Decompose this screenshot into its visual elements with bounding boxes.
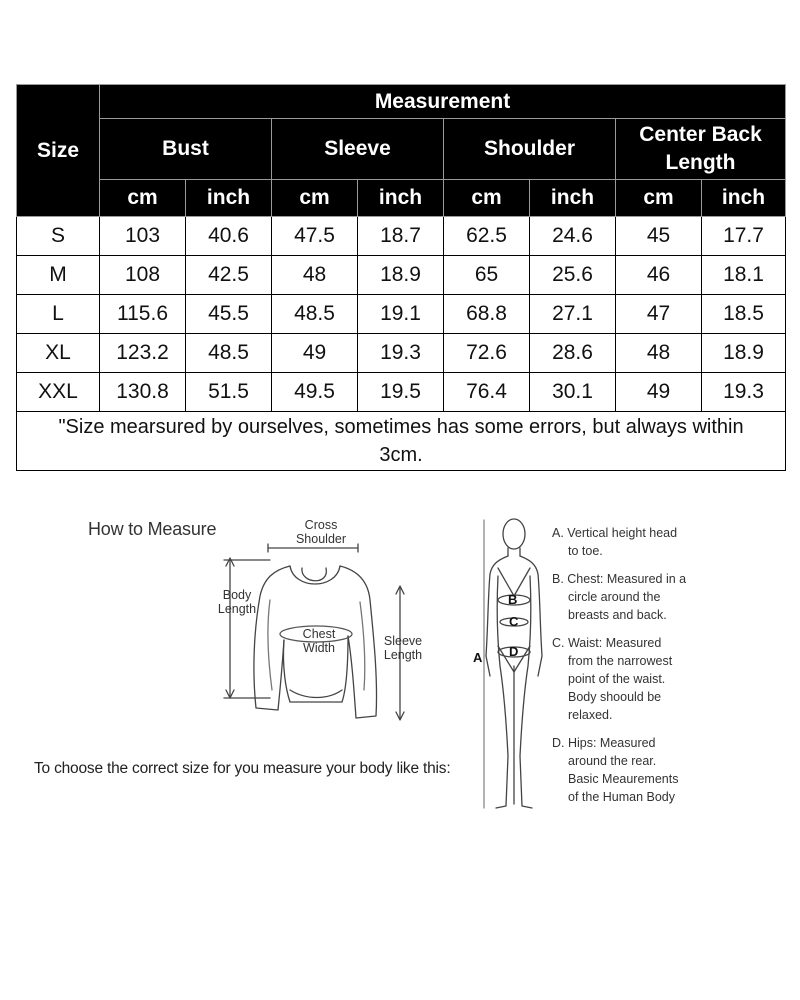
note-line: from the narrowest [568,654,673,668]
unit-header: cm [272,180,358,217]
value-cell: 103 [100,217,186,256]
body-length-label: Body [222,588,252,602]
value-cell: 48.5 [186,334,272,373]
note-d [552,734,792,806]
value-cell: 49.5 [272,373,358,412]
size-cell: XL [17,334,100,373]
shoulder-header: Shoulder [444,119,616,180]
value-cell: 47 [616,295,702,334]
value-cell: 76.4 [444,373,530,412]
value-cell: 28.6 [530,334,616,373]
sleeve-length-label: Length [383,648,423,662]
table-row [17,373,786,412]
note-line: B. Chest: Measured in a [552,572,687,586]
note-line: relaxed. [568,708,613,722]
chest-width-label: Width [303,641,335,655]
value-cell: 45 [616,217,702,256]
size-header: Size [17,85,100,217]
size-cell: M [17,256,100,295]
value-cell: 19.3 [358,334,444,373]
note-line: A. Vertical height head [552,526,678,540]
value-cell: 42.5 [186,256,272,295]
value-cell: 18.7 [358,217,444,256]
note-line: breasts and back. [568,608,667,622]
value-cell: 115.6 [100,295,186,334]
value-cell: 68.8 [444,295,530,334]
value-cell: 18.9 [702,334,786,373]
note-line: of the Human Body [568,790,676,804]
value-cell: 40.6 [186,217,272,256]
value-cell: 49 [272,334,358,373]
note-line: Body shoould be [568,690,662,704]
body-measurement-notes [552,524,792,816]
unit-header: cm [444,180,530,217]
sleeve-length-label: Sleeve [383,634,423,648]
letter-c: C [509,614,519,629]
note-a [552,524,792,560]
body-figure-diagram [470,516,550,816]
value-cell: 47.5 [272,217,358,256]
letter-d: D [509,644,519,659]
note-b [552,570,792,624]
sleeve-header: Sleeve [272,119,444,180]
table-row [17,295,786,334]
cross-shoulder-label: Shoulder [295,532,347,546]
value-cell: 62.5 [444,217,530,256]
size-cell: XXL [17,373,100,412]
note-line: D. Hips: Measured [552,736,656,750]
table-row [17,256,786,295]
size-cell: L [17,295,100,334]
value-cell: 18.5 [702,295,786,334]
value-cell: 18.1 [702,256,786,295]
value-cell: 19.3 [702,373,786,412]
value-cell: 24.6 [530,217,616,256]
value-cell: 48 [616,334,702,373]
value-cell: 18.9 [358,256,444,295]
chest-width-label: Chest [302,627,336,641]
size-cell: S [17,217,100,256]
value-cell: 51.5 [186,373,272,412]
value-cell: 25.6 [530,256,616,295]
body-length-label: Length [217,602,257,616]
value-cell: 45.5 [186,295,272,334]
note-line: C. Waist: Measured [552,636,662,650]
note-line: Basic Meaurements [568,772,679,786]
measurement-note: "Size mearsured by ourselves, sometimes has some errors, but always within 3cm. [17,412,786,471]
value-cell: 123.2 [100,334,186,373]
note-line: to toe. [568,544,603,558]
value-cell: 72.6 [444,334,530,373]
value-cell: 48 [272,256,358,295]
unit-header: inch [530,180,616,217]
value-cell: 49 [616,373,702,412]
center-back-length-header: Center Back Length [616,119,786,180]
value-cell: 130.8 [100,373,186,412]
note-line: around the rear. [568,754,657,768]
value-cell: 19.1 [358,295,444,334]
unit-header: inch [358,180,444,217]
value-cell: 108 [100,256,186,295]
value-cell: 48.5 [272,295,358,334]
value-cell: 46 [616,256,702,295]
table-note-row [17,412,786,471]
size-chart-table [16,84,786,471]
note-line: circle around the [568,590,661,604]
note-c [552,634,792,724]
letter-a: A [473,650,483,665]
unit-header: inch [186,180,272,217]
how-to-measure-title: How to Measure [88,519,217,539]
note-line: point of the waist. [568,672,666,686]
cross-shoulder-label: Cross [304,518,338,532]
unit-header: cm [100,180,186,217]
table-row [17,217,786,256]
value-cell: 17.7 [702,217,786,256]
table-row [17,334,786,373]
measure-instruction: To choose the correct size for you measure your body like this: [34,760,451,777]
value-cell: 19.5 [358,373,444,412]
value-cell: 30.1 [530,373,616,412]
bust-header: Bust [100,119,272,180]
value-cell: 65 [444,256,530,295]
unit-header: inch [702,180,786,217]
value-cell: 27.1 [530,295,616,334]
letter-b: B [508,592,518,607]
measurement-header: Measurement [100,85,786,119]
unit-header: cm [616,180,702,217]
